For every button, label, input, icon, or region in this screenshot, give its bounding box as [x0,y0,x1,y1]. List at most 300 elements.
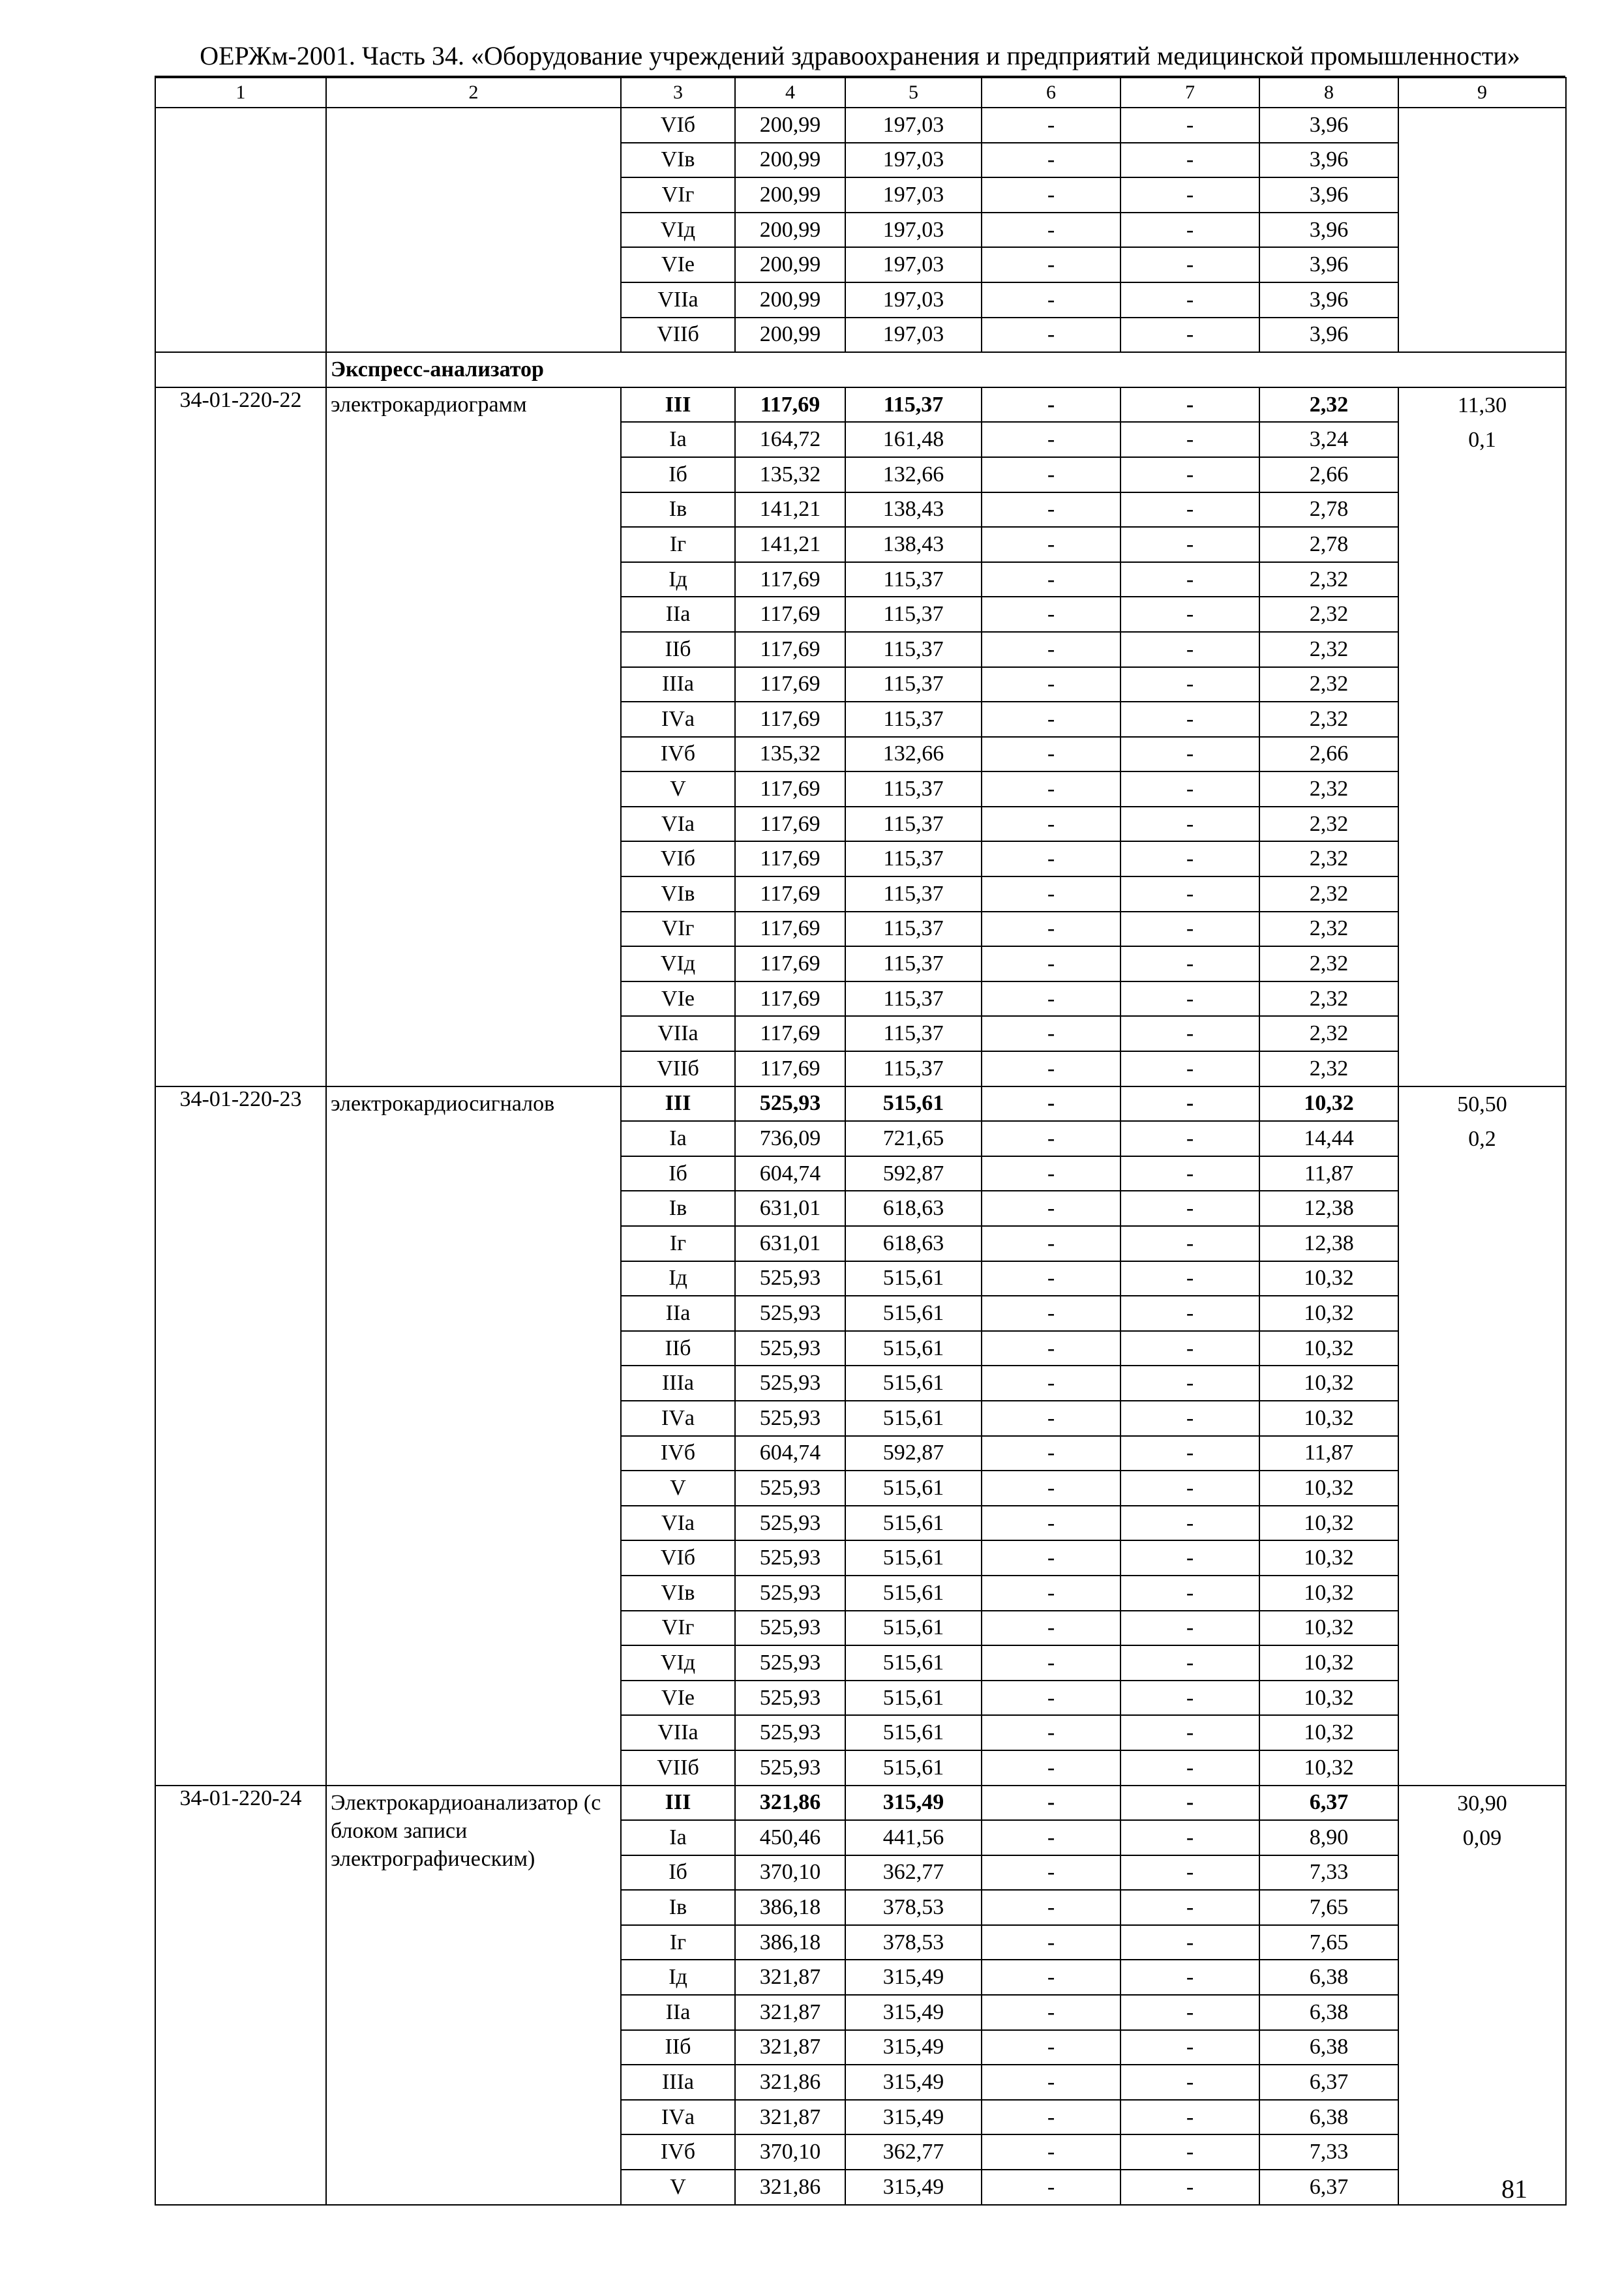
value-cell: VIIа [621,1715,735,1750]
value-cell: VIв [621,876,735,912]
value-cell: - [1120,632,1259,667]
value-cell: III [621,387,735,423]
value-cell: 10,32 [1259,1611,1398,1646]
value-cell: V [621,1471,735,1506]
value-cell: 2,66 [1259,737,1398,772]
value-cell: 525,93 [735,1681,845,1716]
value-cell: 618,63 [845,1191,982,1226]
table-row [155,1086,1566,1122]
value-cell: 117,69 [735,946,845,981]
value-cell: - [982,1576,1120,1611]
column-header: 6 [982,78,1120,108]
value-cell: 321,87 [735,1960,845,1995]
value-cell: 736,09 [735,1121,845,1156]
value-cell: - [982,1121,1120,1156]
value-cell: - [982,527,1120,562]
value-cell: - [982,2134,1120,2170]
value-cell: - [1120,702,1259,737]
value-cell: 315,49 [845,2100,982,2135]
value-cell: 2,32 [1259,981,1398,1017]
value-cell: - [982,1925,1120,1960]
value-cell: 117,69 [735,807,845,842]
value-cell: - [1120,527,1259,562]
item-code: 34-01-220-24 [155,1786,326,2205]
col9-cell [1398,387,1566,1086]
value-cell: Iв [621,492,735,528]
value-cell: VIб [621,108,735,143]
value-cell: VIг [621,177,735,213]
value-cell: - [982,1261,1120,1296]
value-cell: IVа [621,1401,735,1436]
value-cell: - [1120,1436,1259,1471]
value-cell: - [982,1086,1120,1122]
value-cell: 362,77 [845,1855,982,1891]
value-cell: 515,61 [845,1576,982,1611]
value-cell: 515,61 [845,1401,982,1436]
value-cell: 2,32 [1259,597,1398,632]
value-cell: - [982,771,1120,807]
value-cell: 515,61 [845,1611,982,1646]
value-cell: 2,32 [1259,1016,1398,1051]
value-cell: 2,32 [1259,807,1398,842]
value-cell: - [1120,282,1259,318]
column-header: 5 [845,78,982,108]
value-cell: - [1120,247,1259,282]
value-cell: VIIа [621,282,735,318]
value-cell: - [1120,1401,1259,1436]
value-cell: VIа [621,1506,735,1541]
value-cell: - [982,597,1120,632]
value-cell: 3,24 [1259,422,1398,457]
value-cell: - [982,1016,1120,1051]
value-cell: 10,32 [1259,1471,1398,1506]
value-cell: 200,99 [735,177,845,213]
value-cell: 10,32 [1259,1401,1398,1436]
value-cell: Iа [621,422,735,457]
value-cell: - [1120,2030,1259,2065]
value-cell: 6,38 [1259,2030,1398,2065]
value-cell: 11,87 [1259,1156,1398,1191]
value-cell: 115,37 [845,597,982,632]
value-cell: 115,37 [845,1051,982,1086]
value-cell: 515,61 [845,1471,982,1506]
value-cell: 115,37 [845,702,982,737]
value-cell: 515,61 [845,1540,982,1576]
column-header: 8 [1259,78,1398,108]
section-title: Экспресс-анализатор [326,352,1566,387]
value-cell: - [1120,771,1259,807]
value-cell: 2,32 [1259,632,1398,667]
value-cell: 115,37 [845,876,982,912]
value-cell: IIIа [621,667,735,702]
value-cell: IIб [621,2030,735,2065]
value-cell: - [982,1226,1120,1261]
value-cell: 515,61 [845,1750,982,1786]
value-cell: VIб [621,841,735,876]
value-cell: 525,93 [735,1261,845,1296]
value-cell: 525,93 [735,1471,845,1506]
value-cell: - [982,1786,1120,1821]
column-header: 7 [1120,78,1259,108]
value-cell: - [982,2100,1120,2135]
value-cell: 135,32 [735,737,845,772]
value-cell: - [1120,876,1259,912]
value-cell: 592,87 [845,1156,982,1191]
value-cell: VIе [621,247,735,282]
value-cell: 515,61 [845,1366,982,1401]
value-cell: 3,96 [1259,247,1398,282]
value-cell: - [1120,946,1259,981]
value-cell: - [982,841,1120,876]
value-cell: 7,33 [1259,2134,1398,2170]
value-cell: 378,53 [845,1890,982,1925]
value-cell: - [982,1156,1120,1191]
name-cell [326,108,621,352]
value-cell: VIд [621,213,735,248]
value-cell: III [621,1086,735,1122]
value-cell: 2,32 [1259,387,1398,423]
value-cell: 525,93 [735,1086,845,1122]
value-cell: 7,65 [1259,1890,1398,1925]
value-cell: - [1120,1820,1259,1855]
value-cell: 197,03 [845,247,982,282]
value-cell: Iг [621,1226,735,1261]
value-cell: - [1120,597,1259,632]
value-cell: 321,87 [735,2100,845,2135]
value-cell: - [982,562,1120,597]
value-cell: 14,44 [1259,1121,1398,1156]
value-cell: Iг [621,1925,735,1960]
value-cell: - [1120,177,1259,213]
value-cell: 315,49 [845,2170,982,2205]
value-cell: 3,96 [1259,318,1398,353]
value-cell: - [982,282,1120,318]
value-cell: - [1120,807,1259,842]
table-cell [155,352,326,387]
value-cell: - [1120,422,1259,457]
value-cell: 370,10 [735,2134,845,2170]
value-cell: 441,56 [845,1820,982,1855]
value-cell: IVб [621,737,735,772]
value-cell: 321,86 [735,2065,845,2100]
value-cell: 161,48 [845,422,982,457]
value-cell: - [982,457,1120,492]
value-cell: 10,32 [1259,1331,1398,1366]
value-cell: 2,32 [1259,876,1398,912]
rates-table [155,77,1567,2206]
item-name: Электрокардиоанализатор (с блоком записи электрографическим) [326,1786,621,2205]
value-cell: 197,03 [845,282,982,318]
value-cell: VIIа [621,1016,735,1051]
value-cell: - [1120,2065,1259,2100]
value-cell: 2,32 [1259,946,1398,981]
value-cell: Iб [621,457,735,492]
value-cell: 525,93 [735,1506,845,1541]
value-cell: 721,65 [845,1121,982,1156]
value-cell: - [1120,2100,1259,2135]
value-cell: Iа [621,1121,735,1156]
value-cell: - [982,213,1120,248]
value-cell: 117,69 [735,912,845,947]
value-cell: 315,49 [845,1960,982,1995]
value-cell: 197,03 [845,318,982,353]
value-cell: 117,69 [735,702,845,737]
value-cell: 6,37 [1259,2065,1398,2100]
value-cell: - [982,632,1120,667]
table-row [155,108,1566,143]
value-cell: 3,96 [1259,143,1398,178]
value-cell: - [982,912,1120,947]
value-cell: - [982,1890,1120,1925]
value-cell: 200,99 [735,247,845,282]
value-cell: 631,01 [735,1191,845,1226]
value-cell: 200,99 [735,213,845,248]
value-cell: - [982,143,1120,178]
value-cell: 2,32 [1259,562,1398,597]
value-cell: - [1120,912,1259,947]
value-cell: 386,18 [735,1890,845,1925]
value-cell: IIб [621,1331,735,1366]
value-cell: - [982,1401,1120,1436]
value-cell: 10,32 [1259,1366,1398,1401]
value-cell: 117,69 [735,632,845,667]
value-cell: 115,37 [845,387,982,423]
value-cell: IIб [621,632,735,667]
value-cell: - [982,807,1120,842]
value-cell: VIа [621,807,735,842]
value-cell: - [1120,1995,1259,2030]
value-cell: - [1120,1296,1259,1331]
value-cell: - [1120,841,1259,876]
value-cell: 197,03 [845,213,982,248]
value-cell: 197,03 [845,177,982,213]
value-cell: IVб [621,1436,735,1471]
value-cell: - [982,946,1120,981]
value-cell: - [1120,1786,1259,1821]
value-cell: Iб [621,1855,735,1891]
value-cell: 2,32 [1259,1051,1398,1086]
value-cell: 321,87 [735,2030,845,2065]
value-cell: 117,69 [735,876,845,912]
value-cell: 321,86 [735,2170,845,2205]
value-cell: 525,93 [735,1540,845,1576]
value-cell: - [982,1296,1120,1331]
value-cell: VIIб [621,1750,735,1786]
value-cell: 6,38 [1259,1960,1398,1995]
value-cell: 115,37 [845,841,982,876]
value-cell: - [1120,1506,1259,1541]
value-cell: 362,77 [845,2134,982,2170]
value-cell: 117,69 [735,981,845,1017]
value-cell: 12,38 [1259,1226,1398,1261]
value-cell: 515,61 [845,1681,982,1716]
value-cell: 115,37 [845,667,982,702]
value-cell: - [1120,1051,1259,1086]
value-cell: IIа [621,1296,735,1331]
value-cell: - [982,1051,1120,1086]
value-cell: Iд [621,1960,735,1995]
value-cell: - [1120,457,1259,492]
value-cell: - [982,1855,1120,1891]
value-cell: - [982,876,1120,912]
column-header: 2 [326,78,621,108]
value-cell: 3,96 [1259,213,1398,248]
value-cell: VIг [621,912,735,947]
value-cell: - [1120,1156,1259,1191]
value-cell: Iв [621,1191,735,1226]
value-cell: 2,78 [1259,492,1398,528]
value-cell: 117,69 [735,841,845,876]
value-cell: VIIб [621,318,735,353]
value-cell: VIб [621,1540,735,1576]
value-cell: 10,32 [1259,1506,1398,1541]
column-header: 4 [735,78,845,108]
value-cell: VIд [621,1645,735,1681]
value-cell: 197,03 [845,108,982,143]
value-cell: - [1120,1471,1259,1506]
value-cell: - [1120,1715,1259,1750]
column-header: 1 [155,78,326,108]
value-cell: 604,74 [735,1156,845,1191]
value-cell: 321,87 [735,1995,845,2030]
running-header: ОЕРЖм-2001. Часть 34. «Оборудование учреждений здравоохранения и предприятий медицинской промышленности» [155,37,1565,78]
value-cell: 386,18 [735,1925,845,1960]
value-cell: - [982,108,1120,143]
item-code: 34-01-220-23 [155,1086,326,1786]
col9-value: 0,2 [1468,1126,1496,1151]
value-cell: IIа [621,1995,735,2030]
col9-cell [1398,1786,1566,2205]
value-cell: - [982,1715,1120,1750]
value-cell: V [621,771,735,807]
value-cell: - [982,1645,1120,1681]
value-cell: 115,37 [845,912,982,947]
column-header-row [155,78,1566,108]
value-cell: Iа [621,1820,735,1855]
column-header: 9 [1398,78,1566,108]
value-cell: 138,43 [845,492,982,528]
value-cell: 115,37 [845,981,982,1017]
value-cell: - [1120,1261,1259,1296]
value-cell: - [982,422,1120,457]
value-cell: - [982,1471,1120,1506]
value-cell: - [982,667,1120,702]
value-cell: - [982,702,1120,737]
value-cell: - [1120,1121,1259,1156]
value-cell: 515,61 [845,1715,982,1750]
value-cell: - [982,247,1120,282]
value-cell: 525,93 [735,1401,845,1436]
value-cell: VIв [621,1576,735,1611]
value-cell: - [982,981,1120,1017]
value-cell: 200,99 [735,282,845,318]
value-cell: 525,93 [735,1331,845,1366]
value-cell: - [982,2030,1120,2065]
value-cell: VIв [621,143,735,178]
value-cell: 315,49 [845,1995,982,2030]
value-cell: 6,37 [1259,1786,1398,1821]
value-cell: VIе [621,981,735,1017]
value-cell: 2,66 [1259,457,1398,492]
value-cell: 604,74 [735,1436,845,1471]
value-cell: 525,93 [735,1576,845,1611]
value-cell: 10,32 [1259,1645,1398,1681]
value-cell: 7,65 [1259,1925,1398,1960]
value-cell: 115,37 [845,1016,982,1051]
value-cell: - [1120,1855,1259,1891]
value-cell: - [982,1366,1120,1401]
value-cell: - [1120,1645,1259,1681]
value-cell: 2,78 [1259,527,1398,562]
column-header: 3 [621,78,735,108]
value-cell: - [982,2065,1120,2100]
col9-value: 50,50 [1457,1092,1507,1116]
value-cell: - [1120,1366,1259,1401]
value-cell: 315,49 [845,2065,982,2100]
value-cell: - [1120,492,1259,528]
value-cell: Iв [621,1890,735,1925]
value-cell: 10,32 [1259,1296,1398,1331]
value-cell: - [1120,318,1259,353]
value-cell: 7,33 [1259,1855,1398,1891]
value-cell: - [1120,213,1259,248]
value-cell: 321,86 [735,1786,845,1821]
value-cell: 592,87 [845,1436,982,1471]
value-cell: - [1120,1086,1259,1122]
value-cell: 3,96 [1259,282,1398,318]
value-cell: - [1120,1016,1259,1051]
value-cell: 117,69 [735,387,845,423]
value-cell: - [982,737,1120,772]
value-cell: - [982,1960,1120,1995]
value-cell: 6,38 [1259,2100,1398,2135]
value-cell: - [982,1436,1120,1471]
value-cell: 10,32 [1259,1715,1398,1750]
value-cell: - [1120,981,1259,1017]
value-cell: - [1120,387,1259,423]
value-cell: - [1120,108,1259,143]
item-code: 34-01-220-22 [155,387,326,1086]
value-cell: 200,99 [735,318,845,353]
value-cell: - [982,1611,1120,1646]
value-cell: 115,37 [845,771,982,807]
item-name: электрокардиограмм [326,387,621,1086]
value-cell: Iд [621,562,735,597]
value-cell: - [1120,1681,1259,1716]
value-cell: 10,32 [1259,1086,1398,1122]
value-cell: Iд [621,1261,735,1296]
value-cell: 10,32 [1259,1261,1398,1296]
value-cell: 141,21 [735,527,845,562]
value-cell: - [982,1506,1120,1541]
value-cell: 164,72 [735,422,845,457]
value-cell: IVб [621,2134,735,2170]
value-cell: 378,53 [845,1925,982,1960]
col9-cell [1398,108,1566,352]
value-cell: 525,93 [735,1750,845,1786]
value-cell: VIе [621,1681,735,1716]
value-cell: - [982,1681,1120,1716]
value-cell: - [1120,1540,1259,1576]
value-cell: 515,61 [845,1645,982,1681]
value-cell: Iб [621,1156,735,1191]
value-cell: IIIа [621,2065,735,2100]
value-cell: 117,69 [735,597,845,632]
value-cell: IVа [621,702,735,737]
col9-cell [1398,1086,1566,1786]
value-cell: 2,32 [1259,912,1398,947]
value-cell: V [621,2170,735,2205]
